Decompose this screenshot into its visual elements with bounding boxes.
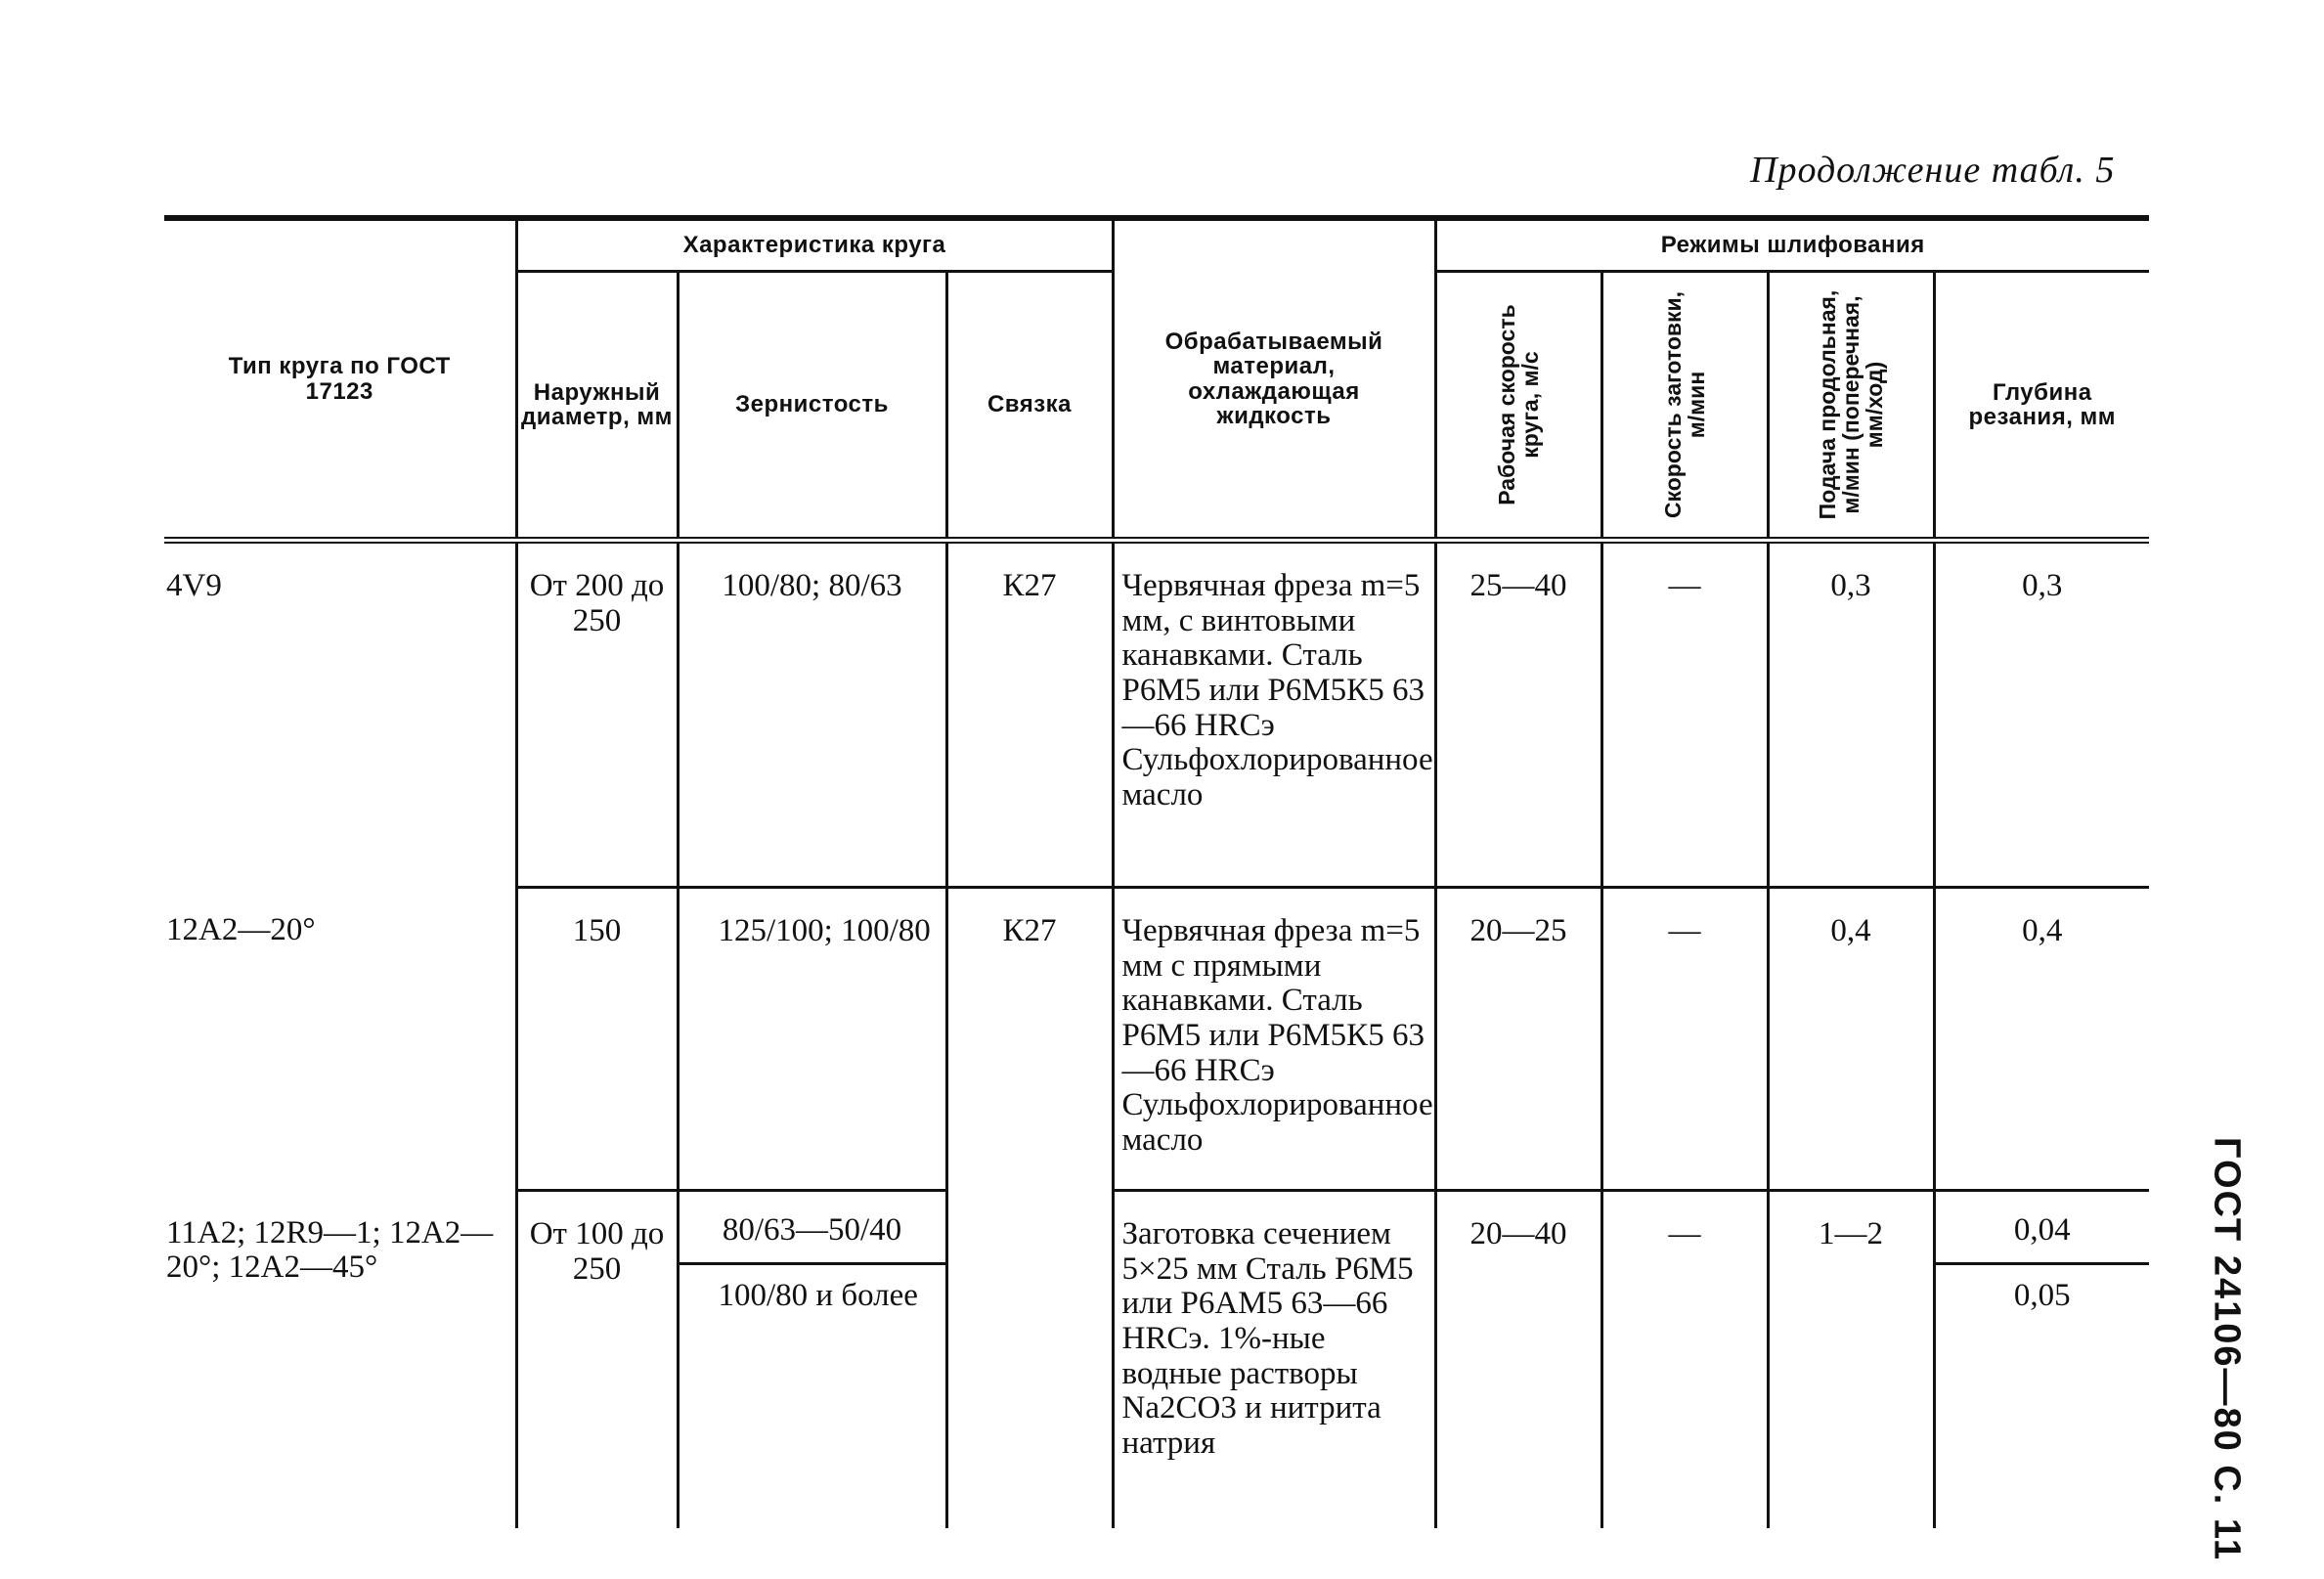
cell-depth-2: 0,05 bbox=[1936, 1262, 2150, 1314]
table-row bbox=[164, 888, 2149, 1191]
header-feed-cell bbox=[1768, 272, 1934, 541]
header-row-groups bbox=[164, 218, 2149, 272]
side-page-label-text: ГОСТ 24106—80 С. 11 bbox=[2206, 1136, 2248, 1562]
header-modes-group: Режимы шлифования bbox=[1435, 218, 2149, 272]
cell-diameter: 150 bbox=[516, 888, 678, 1191]
cell-speed-wheel: 20—40 bbox=[1435, 1191, 1601, 1528]
cell-diameter: От 100 до 250 bbox=[516, 1191, 678, 1528]
cell-grit-2: 100/80 и более bbox=[680, 1262, 945, 1314]
cell-type: 4V9 bbox=[166, 568, 222, 603]
header-bond: Связка bbox=[946, 272, 1113, 541]
cell-grit: 125/100; 100/80 bbox=[678, 888, 946, 1191]
cell-material: Червячная фреза m=5 мм, с винтовыми канавками. Сталь Р6М5 или Р6М5К5 63—66 HRCэ Сульфохлорированное масло bbox=[1113, 541, 1435, 888]
cell-speed-work: — bbox=[1601, 541, 1768, 888]
cell-depth: 0,3 bbox=[1934, 541, 2149, 888]
cell-type: 11А2; 12R9—1; 12А2—20°; 12А2—45° bbox=[166, 1214, 494, 1286]
cell-feed: 0,3 bbox=[1768, 541, 1934, 888]
cell-depth-1: 0,04 bbox=[2013, 1212, 2071, 1248]
header-speed-work-cell bbox=[1601, 272, 1768, 541]
cell-material: Червячная фреза m=5 мм с прямыми канавками. Сталь Р6М5 или Р6М5К5 63—66 HRCэ Сульфохлорированное масло bbox=[1113, 888, 1435, 1191]
cell-bond bbox=[946, 1191, 1113, 1528]
cell-depth: 0,4 bbox=[1934, 888, 2149, 1191]
cell-speed-wheel: 20—25 bbox=[1435, 888, 1601, 1191]
table-row bbox=[164, 1191, 2149, 1528]
header-feed: Подача продольная, м/мин (поперечная, мм/ход) bbox=[1814, 289, 1888, 520]
cell-feed: 1—2 bbox=[1768, 1191, 1934, 1528]
cell-feed: 0,4 bbox=[1768, 888, 1934, 1191]
header-depth: Глубина резания, мм bbox=[1934, 272, 2149, 541]
cell-bond: К27 bbox=[946, 888, 1113, 1191]
cell-speed-work: — bbox=[1601, 1191, 1768, 1528]
table-caption: Продолжение табл. 5 bbox=[1750, 150, 2116, 191]
cell-grit-split bbox=[678, 1191, 946, 1528]
cell-grit-1: 80/63—50/40 bbox=[722, 1212, 902, 1248]
table-row bbox=[164, 541, 2149, 888]
cell-speed-work: — bbox=[1601, 888, 1768, 1191]
cutting-modes-table bbox=[164, 215, 2149, 1528]
header-grit: Зернистость bbox=[678, 272, 946, 541]
header-speed-work: Скорость заготовки, м/мин bbox=[1659, 290, 1709, 519]
cell-bond: К27 bbox=[946, 541, 1113, 888]
side-page-label bbox=[2205, 1136, 2248, 1562]
cell-grit: 100/80; 80/63 bbox=[678, 541, 946, 888]
cell-type: 12А2—20° bbox=[166, 911, 316, 947]
cell-diameter: От 200 до 250 bbox=[516, 541, 678, 888]
header-speed-wheel-cell bbox=[1435, 272, 1601, 541]
header-material: Обрабатываемый материал, охлаждающая жидкость bbox=[1113, 218, 1435, 541]
header-wheel-group: Характеристика круга bbox=[516, 218, 1113, 272]
header-diameter: Наружный диаметр, мм bbox=[516, 272, 678, 541]
cell-depth-split bbox=[1934, 1191, 2149, 1528]
cell-speed-wheel: 25—40 bbox=[1435, 541, 1601, 888]
header-speed-wheel: Рабочая скорость круга, м/с bbox=[1493, 304, 1543, 505]
cell-material bbox=[1113, 1191, 1435, 1528]
header-type: Тип круга по ГОСТ 17123 bbox=[164, 218, 516, 541]
material-text: Заготовка сечением 5×25 мм Сталь Р6М5 или Р6АМ5 63—66 HRCэ. 1%-ные водные растворы Na2CO3 и нитрита натрия bbox=[1121, 1216, 1414, 1461]
